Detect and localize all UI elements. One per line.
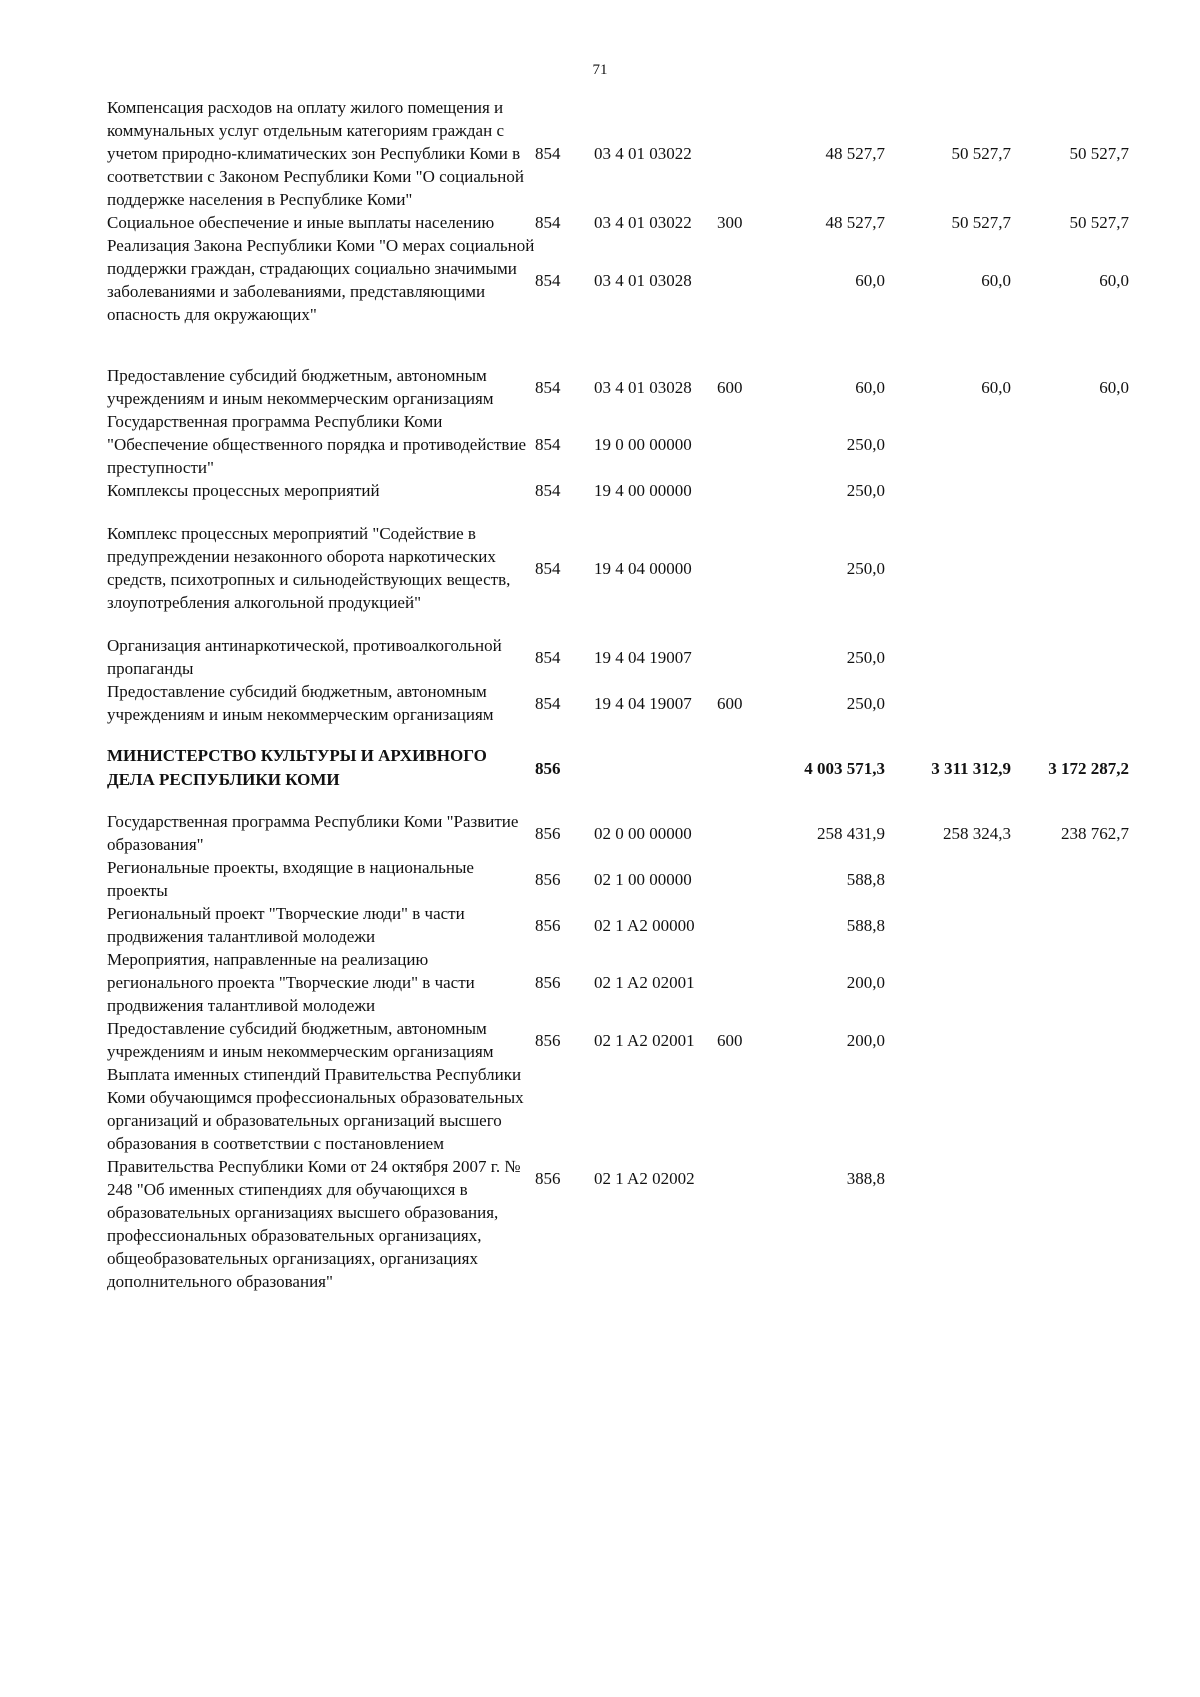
row-gr: 854	[535, 377, 561, 397]
row-year3: 60,0	[1099, 270, 1129, 290]
row-gr: 856	[535, 1168, 561, 1188]
row-csr: 19 4 00 00000	[594, 481, 692, 500]
row-gr: 854	[535, 435, 561, 454]
row-vr	[717, 479, 757, 522]
row-year3	[1011, 856, 1129, 902]
row-csr: 19 4 04 00000	[594, 558, 692, 578]
row-name: Государственная программа Республики Коми "Развитие образования"	[107, 812, 519, 854]
row-year2: 60,0	[981, 377, 1011, 397]
row-vr	[717, 948, 757, 1017]
row-name: Мероприятия, направленные на реализацию регионального проекта "Творческие люди" в части продвижения талантливой молодежи	[107, 950, 475, 1015]
row-gr: 854	[535, 144, 561, 163]
row-name: Предоставление субсидий бюджетным, автономным учреждениям и иным некоммерческим организациям	[107, 1019, 494, 1061]
row-name: Выплата именных стипендий Правительства Республики Коми обучающимся профессиональных образовательных организаций и образовательных организаций высшего образования в соответствии с постановлением Правительства Республики Коми от 24 октября 2007 г. № 248 "Об именных стипендиях для обучающихся в образовательных организациях высшего образования, профессиональных образовательных организациях, общеобразовательных организациях, организациях дополнительного образования"	[107, 1065, 524, 1291]
row-vr	[717, 522, 757, 634]
row-year3: 238 762,7	[1061, 823, 1129, 843]
row-csr: 02 1 A2 02001	[594, 973, 695, 992]
row-year3	[1011, 479, 1129, 522]
row-name: Предоставление субсидий бюджетным, автономным учреждениям и иным некоммерческим организациям	[107, 366, 494, 408]
row-gr: 856	[535, 869, 561, 889]
row-csr: 02 1 A2 02002	[594, 1168, 695, 1188]
row-vr	[717, 1063, 757, 1293]
row-year3	[1011, 1063, 1129, 1293]
row-csr: 02 1 A2 02001	[594, 1030, 695, 1050]
row-year2: 258 324,3	[943, 823, 1011, 843]
table-row	[107, 234, 1129, 346]
row-name: Социальное обеспечение и иные выплаты населению	[107, 213, 495, 232]
row-year2	[885, 1017, 1011, 1063]
row-year1: 48 527,7	[825, 213, 885, 232]
row-name: Компенсация расходов на оплату жилого помещения и коммунальных услуг отдельным категориям граждан с учетом природно-климатических зон Республики Коми в соответствии с Законом Республики Коми "О социальной поддержке населения в Республике Коми"	[107, 98, 524, 209]
budget-table	[107, 96, 1129, 1293]
row-gr: 854	[535, 270, 561, 290]
row-year2: 50 527,7	[951, 213, 1011, 232]
row-year1: 250,0	[846, 693, 885, 713]
row-csr	[594, 726, 717, 810]
row-year3: 50 527,7	[1069, 144, 1129, 163]
row-year2	[885, 948, 1011, 1017]
row-year2	[885, 410, 1011, 479]
row-year2	[885, 479, 1011, 522]
row-year2	[885, 634, 1011, 680]
row-gr: 856	[535, 1030, 561, 1050]
row-gr: 856	[535, 973, 561, 992]
row-name: Предоставление субсидий бюджетным, автономным учреждениям и иным некоммерческим организациям	[107, 682, 494, 724]
table-row	[107, 634, 1129, 680]
row-year3: 3 172 287,2	[1048, 758, 1129, 778]
row-year1: 250,0	[846, 435, 885, 454]
row-year3: 50 527,7	[1069, 213, 1129, 232]
row-csr: 19 4 04 19007	[594, 693, 692, 713]
row-vr	[717, 810, 757, 856]
row-year3	[1011, 902, 1129, 948]
row-year1: 588,8	[846, 915, 885, 935]
row-name: Государственная программа Республики Коми "Обеспечение общественного порядка и противодействие преступности"	[107, 412, 527, 477]
table-row	[107, 522, 1129, 634]
row-year2	[885, 680, 1011, 726]
row-year3	[1011, 410, 1129, 479]
row-year3	[1011, 680, 1129, 726]
row-year3	[1011, 634, 1129, 680]
row-gr: 854	[535, 213, 561, 232]
row-year1: 200,0	[846, 973, 885, 992]
table-row	[107, 810, 1129, 856]
row-csr: 03 4 01 03028	[594, 377, 692, 397]
row-year2	[885, 1063, 1011, 1293]
row-vr	[717, 234, 757, 346]
row-year2: 60,0	[981, 270, 1011, 290]
row-name: МИНИСТЕРСТВО КУЛЬТУРЫ И АРХИВНОГО ДЕЛА РЕСПУБЛИКИ КОМИ	[107, 746, 487, 789]
row-vr: 600	[717, 377, 743, 397]
row-vr	[717, 726, 757, 810]
row-name: Комплексы процессных мероприятий	[107, 481, 380, 500]
row-csr: 19 0 00 00000	[594, 435, 692, 454]
row-year1: 250,0	[846, 558, 885, 578]
row-gr: 854	[535, 647, 561, 667]
row-name: Региональные проекты, входящие в национальные проекты	[107, 858, 474, 900]
row-year3	[1011, 522, 1129, 634]
row-gr: 856	[535, 823, 561, 843]
table-row	[107, 211, 1129, 234]
row-year3	[1011, 1017, 1129, 1063]
row-year2	[885, 522, 1011, 634]
row-year1: 250,0	[846, 481, 885, 500]
table-row	[107, 856, 1129, 902]
row-gr: 856	[535, 758, 561, 778]
row-vr	[717, 856, 757, 902]
row-year1: 250,0	[846, 647, 885, 667]
row-vr	[717, 902, 757, 948]
row-name: Комплекс процессных мероприятий "Содействие в предупреждении незаконного оборота наркотических средств, психотропных и сильнодействующих веществ, злоупотребления алкогольной продукцией"	[107, 524, 511, 612]
row-gr: 854	[535, 558, 561, 578]
row-year2: 50 527,7	[951, 144, 1011, 163]
table-row	[107, 346, 1129, 410]
row-gr: 856	[535, 915, 561, 935]
row-vr: 600	[717, 693, 743, 713]
row-name: Организация антинаркотической, противоалкогольной пропаганды	[107, 636, 502, 678]
row-gr: 854	[535, 693, 561, 713]
row-year1: 588,8	[846, 869, 885, 889]
row-csr: 03 4 01 03022	[594, 144, 692, 163]
row-csr: 02 1 A2 00000	[594, 915, 695, 935]
row-year1: 258 431,9	[817, 823, 885, 843]
row-csr: 02 0 00 00000	[594, 823, 692, 843]
row-vr	[717, 96, 757, 211]
row-csr: 03 4 01 03028	[594, 270, 692, 290]
table-row	[107, 680, 1129, 726]
row-year1: 388,8	[846, 1168, 885, 1188]
table-row	[107, 96, 1129, 211]
row-year1: 60,0	[855, 377, 885, 397]
table-row	[107, 1017, 1129, 1063]
row-gr: 854	[535, 481, 561, 500]
row-year2	[885, 856, 1011, 902]
row-name: Реализация Закона Республики Коми "О мерах социальной поддержки граждан, страдающих социально значимыми заболеваниями и заболеваниями, представляющими опасность для окружающих"	[107, 236, 535, 324]
row-vr: 300	[717, 213, 743, 232]
row-vr	[717, 410, 757, 479]
table-row	[107, 1063, 1129, 1293]
row-year2	[885, 902, 1011, 948]
row-year2: 3 311 312,9	[931, 758, 1011, 778]
row-year3	[1011, 948, 1129, 1017]
row-year1: 4 003 571,3	[804, 758, 885, 778]
row-name: Региональный проект "Творческие люди" в части продвижения талантливой молодежи	[107, 904, 465, 946]
row-year1: 200,0	[846, 1030, 885, 1050]
row-year1: 48 527,7	[825, 144, 885, 163]
row-vr	[717, 634, 757, 680]
table-row	[107, 479, 1129, 522]
page-number: 71	[592, 62, 608, 78]
row-year1: 60,0	[855, 270, 885, 290]
table-row	[107, 948, 1129, 1017]
row-year3: 60,0	[1099, 377, 1129, 397]
table-row-ministry	[107, 726, 1129, 810]
table-row	[107, 902, 1129, 948]
row-csr: 19 4 04 19007	[594, 647, 692, 667]
row-csr: 02 1 00 00000	[594, 869, 692, 889]
row-csr: 03 4 01 03022	[594, 213, 692, 232]
table-row	[107, 410, 1129, 479]
row-vr: 600	[717, 1030, 743, 1050]
